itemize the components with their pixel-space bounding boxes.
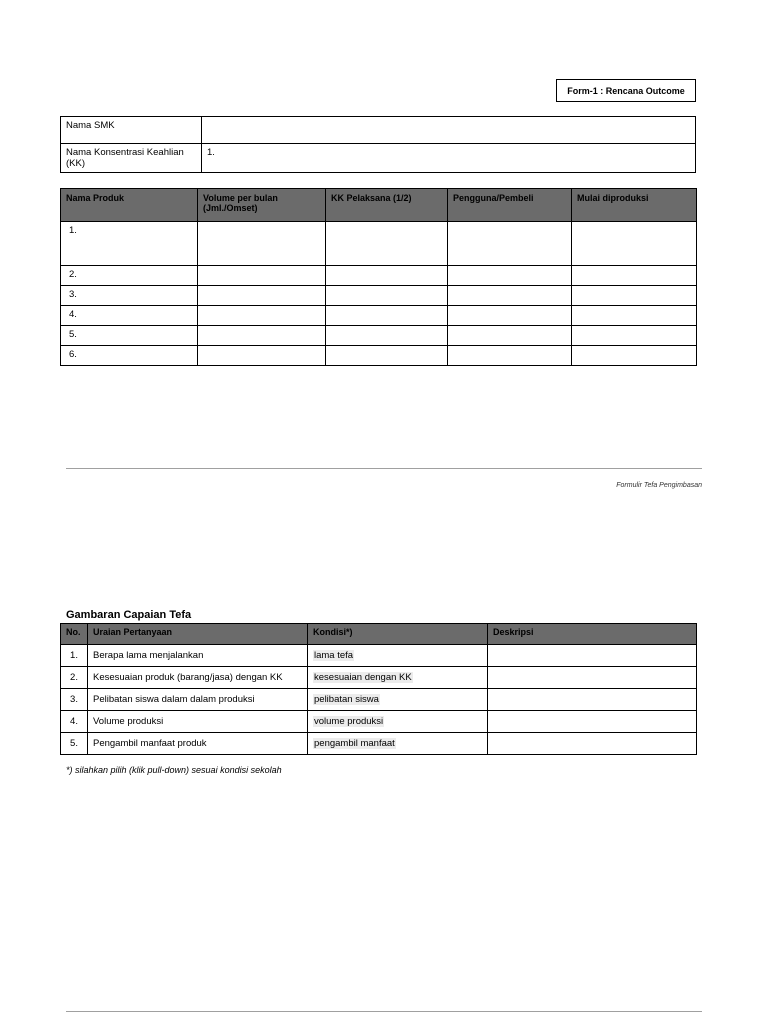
row-number: 1. xyxy=(61,645,88,667)
table-header-row xyxy=(61,189,697,222)
table-cell[interactable] xyxy=(198,346,326,366)
table-cell[interactable] xyxy=(326,286,448,306)
column-header: Pengguna/Pembeli xyxy=(448,189,572,222)
table-row xyxy=(61,645,697,667)
table-cell[interactable] xyxy=(198,326,326,346)
table-cell[interactable] xyxy=(448,306,572,326)
column-header: Mulai diproduksi xyxy=(572,189,697,222)
table-cell[interactable] xyxy=(198,286,326,306)
row-number: 5. xyxy=(61,733,88,755)
table-cell[interactable] xyxy=(572,306,697,326)
table-cell[interactable] xyxy=(326,306,448,326)
kondisi-value: lama tefa xyxy=(314,650,354,661)
question-text: Berapa lama menjalankan xyxy=(88,645,308,667)
kondisi-value: pengambil manfaat xyxy=(314,738,395,749)
info-row-nama-smk xyxy=(61,117,696,144)
table-cell[interactable] xyxy=(448,266,572,286)
school-info-table xyxy=(60,116,696,173)
table-row xyxy=(61,711,697,733)
table-row xyxy=(61,346,697,366)
table-cell[interactable] xyxy=(326,326,448,346)
column-header: KK Pelaksana (1/2) xyxy=(326,189,448,222)
table-cell[interactable] xyxy=(448,346,572,366)
footer-note: Formulir Tefa Pengimbasan xyxy=(616,482,702,489)
question-text: Pelibatan siswa dalam dalam produksi xyxy=(88,689,308,711)
column-header: Nama Produk xyxy=(61,189,198,222)
info-value-field[interactable] xyxy=(202,117,696,144)
table-cell[interactable] xyxy=(198,306,326,326)
footnote: *) silahkan pilih (klik pull-down) sesuai kondisi sekolah xyxy=(66,765,282,775)
table-row xyxy=(61,667,697,689)
deskripsi-field[interactable] xyxy=(488,667,697,689)
kondisi-dropdown[interactable] xyxy=(308,667,488,689)
table-cell[interactable] xyxy=(448,286,572,306)
table-cell[interactable] xyxy=(448,326,572,346)
info-row-konsentrasi xyxy=(61,144,696,173)
table-cell[interactable] xyxy=(572,346,697,366)
table-row xyxy=(61,266,697,286)
info-label: Nama Konsentrasi Keahlian (KK) xyxy=(61,144,202,173)
table-cell[interactable] xyxy=(572,222,697,266)
table-cell[interactable] xyxy=(572,286,697,306)
question-text: Volume produksi xyxy=(88,711,308,733)
kondisi-dropdown[interactable] xyxy=(308,645,488,667)
row-number: 4. xyxy=(61,711,88,733)
deskripsi-field[interactable] xyxy=(488,711,697,733)
kondisi-dropdown[interactable] xyxy=(308,711,488,733)
section-title: Gambaran Capaian Tefa xyxy=(66,609,192,621)
table-row xyxy=(61,222,697,266)
table-row xyxy=(61,689,697,711)
kondisi-value: pelibatan siswa xyxy=(314,694,379,705)
row-number[interactable]: 6. xyxy=(61,346,198,366)
form-label: Form-1 : Rencana Outcome xyxy=(567,85,685,96)
table-header-row xyxy=(61,624,697,645)
row-number: 3. xyxy=(61,689,88,711)
row-number[interactable]: 5. xyxy=(61,326,198,346)
row-number[interactable]: 4. xyxy=(61,306,198,326)
row-number[interactable]: 2. xyxy=(61,266,198,286)
table-cell[interactable] xyxy=(326,266,448,286)
row-number[interactable]: 3. xyxy=(61,286,198,306)
column-header: Volume per bulan (Jml./Omset) xyxy=(198,189,326,222)
page-divider xyxy=(66,1011,702,1012)
table-cell[interactable] xyxy=(448,222,572,266)
deskripsi-field[interactable] xyxy=(488,689,697,711)
form-label-box xyxy=(556,79,696,102)
deskripsi-field[interactable] xyxy=(488,645,697,667)
product-table xyxy=(60,188,697,366)
kondisi-value: volume produksi xyxy=(314,716,384,727)
table-cell[interactable] xyxy=(198,266,326,286)
table-row xyxy=(61,326,697,346)
table-cell[interactable] xyxy=(326,222,448,266)
deskripsi-field[interactable] xyxy=(488,733,697,755)
tefa-table xyxy=(60,623,697,755)
table-cell[interactable] xyxy=(572,266,697,286)
table-cell[interactable] xyxy=(326,346,448,366)
table-cell[interactable] xyxy=(198,222,326,266)
kondisi-dropdown[interactable] xyxy=(308,689,488,711)
row-number: 2. xyxy=(61,667,88,689)
info-value-field[interactable]: 1. xyxy=(202,144,696,173)
question-text: Kesesuaian produk (barang/jasa) dengan KK xyxy=(88,667,308,689)
question-text: Pengambil manfaat produk xyxy=(88,733,308,755)
kondisi-value: kesesuaian dengan KK xyxy=(314,672,412,683)
row-number[interactable]: 1. xyxy=(61,222,198,266)
table-cell[interactable] xyxy=(572,326,697,346)
column-header: No. xyxy=(61,624,88,645)
page-divider xyxy=(66,468,702,469)
table-row xyxy=(61,733,697,755)
column-header: Kondisi*) xyxy=(308,624,488,645)
column-header: Uraian Pertanyaan xyxy=(88,624,308,645)
column-header: Deskripsi xyxy=(488,624,697,645)
table-row xyxy=(61,306,697,326)
kondisi-dropdown[interactable] xyxy=(308,733,488,755)
info-label: Nama SMK xyxy=(61,117,202,144)
table-row xyxy=(61,286,697,306)
